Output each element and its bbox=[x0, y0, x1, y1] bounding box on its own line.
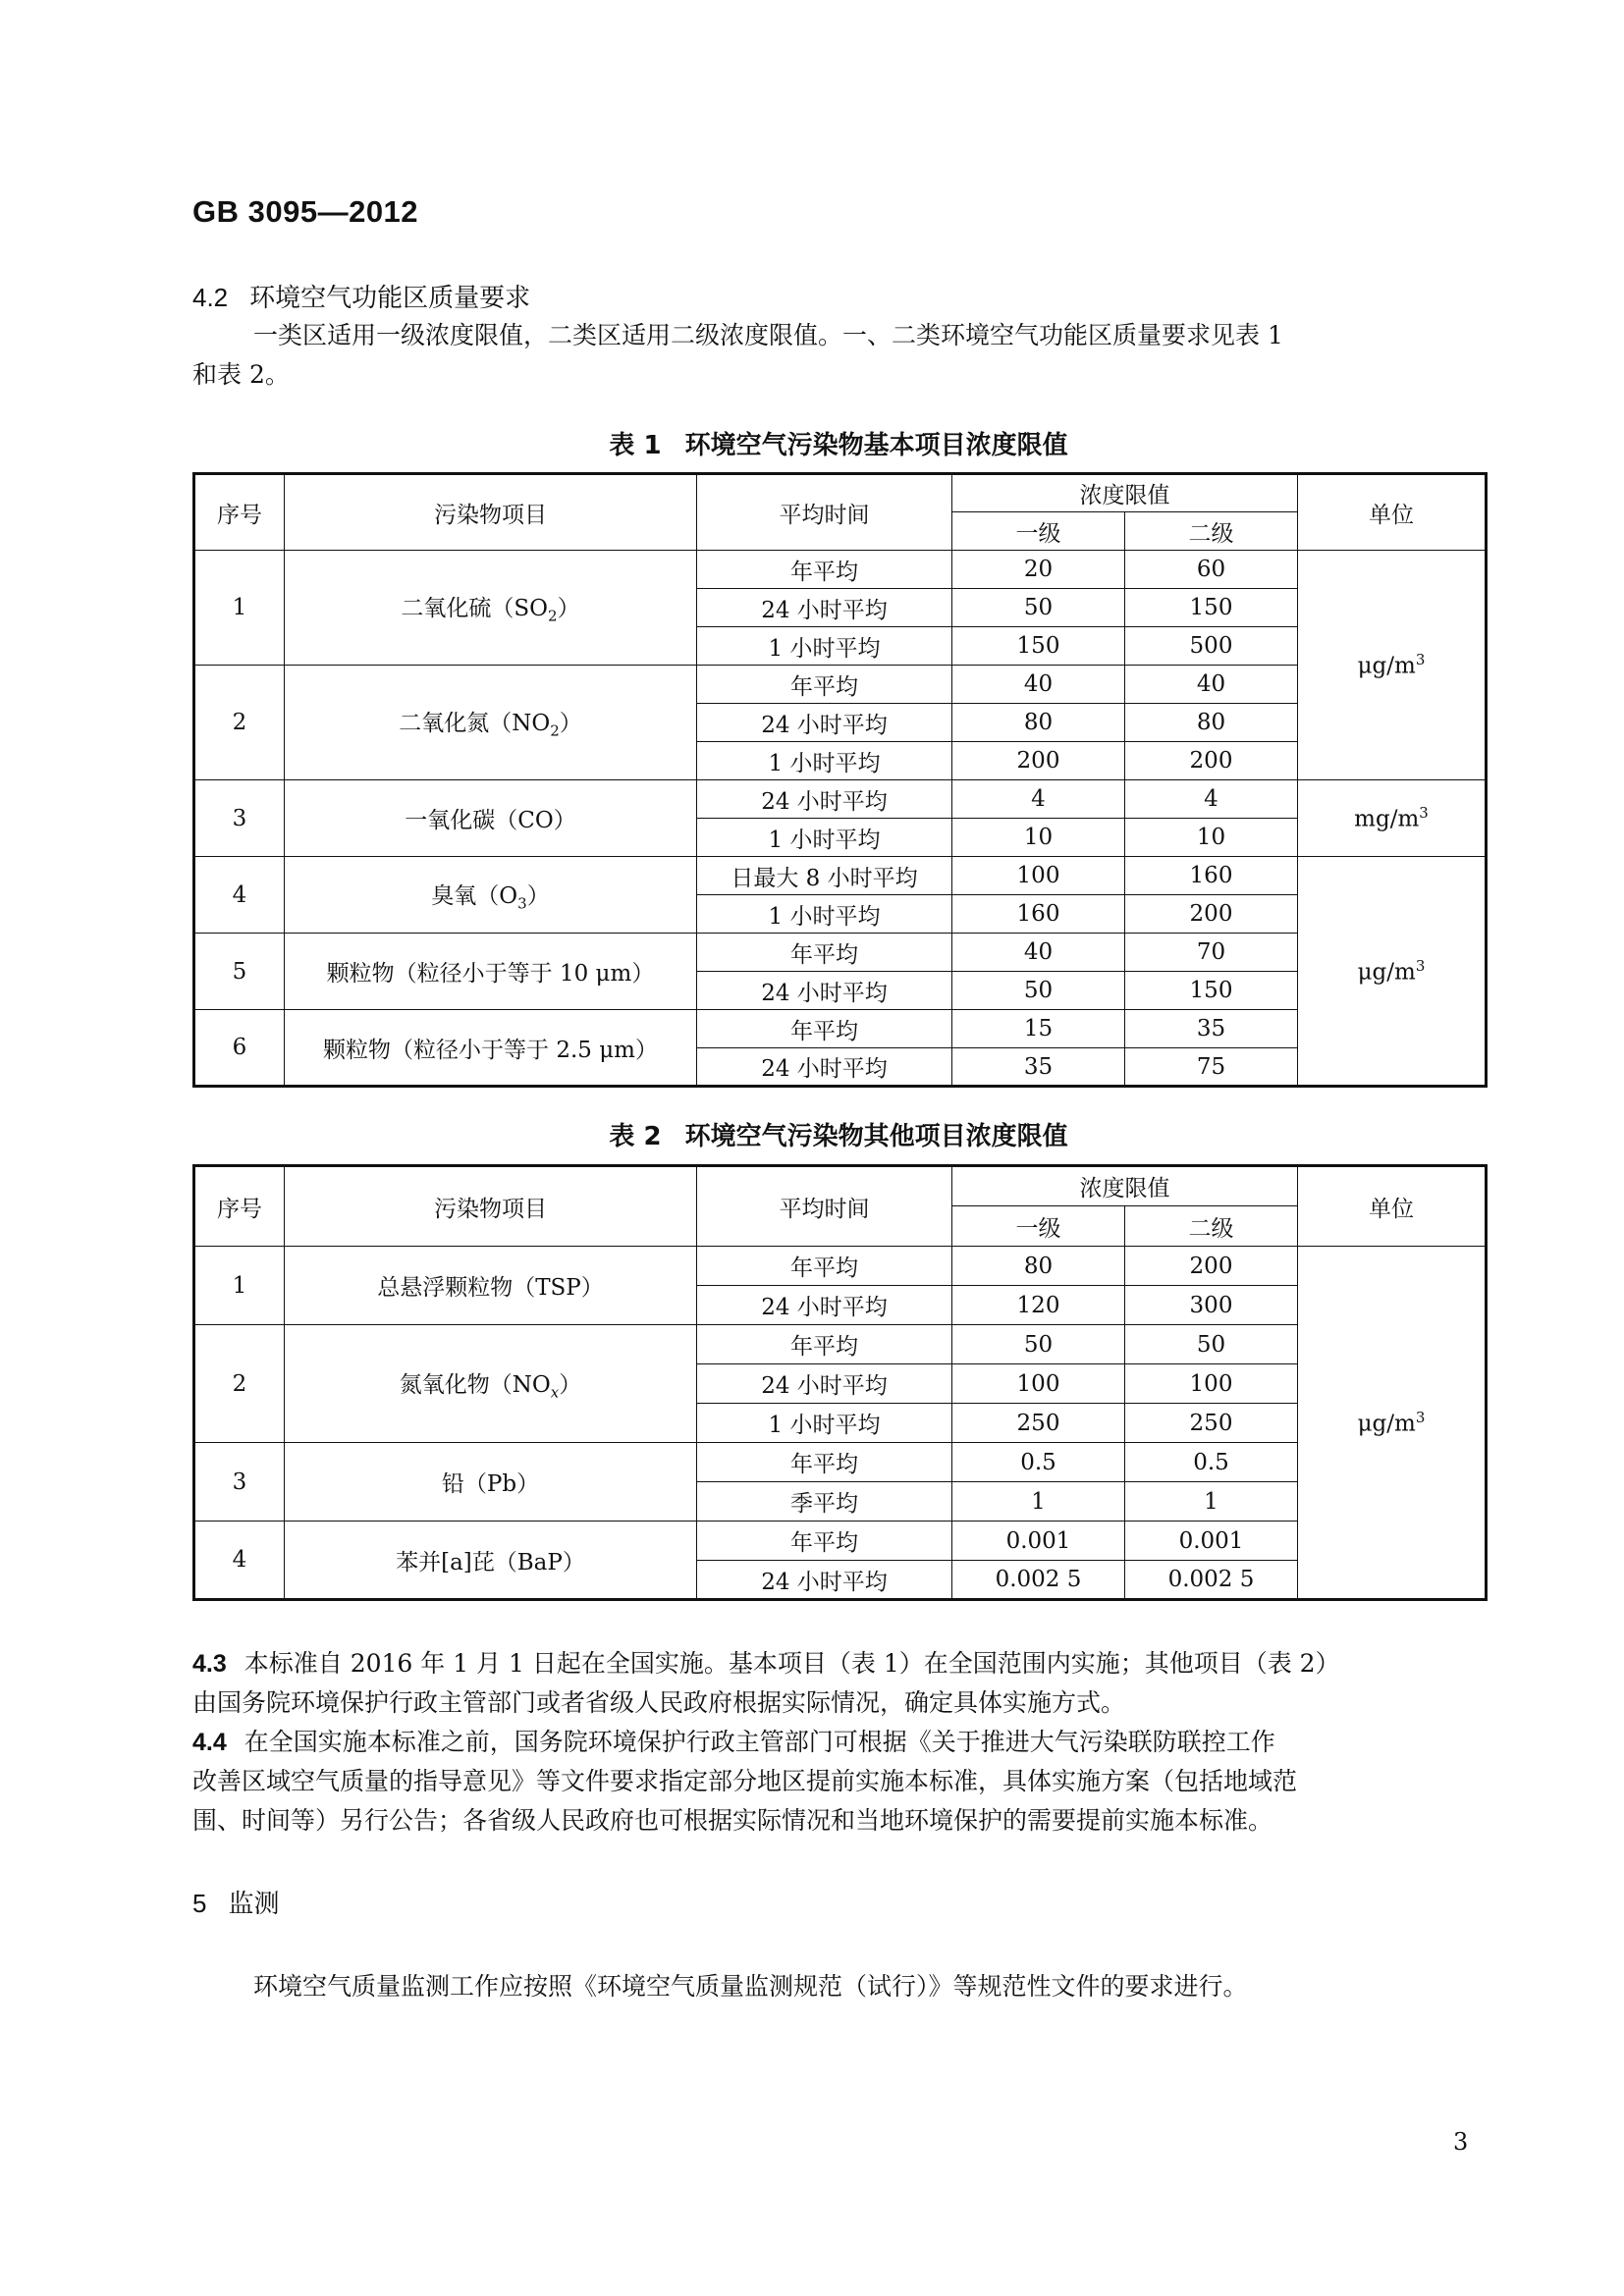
cell-level-1: 40 bbox=[952, 934, 1125, 972]
document-code: GB 3095—2012 bbox=[192, 194, 419, 229]
cell-seq: 5 bbox=[194, 934, 285, 1010]
cell-level-2: 75 bbox=[1125, 1048, 1298, 1087]
table-number: 表 1 bbox=[609, 431, 662, 460]
table-row bbox=[194, 934, 1487, 972]
section-4-2-heading bbox=[192, 278, 530, 314]
section-5-paragraph bbox=[192, 1967, 1485, 2006]
cell-level-1: 150 bbox=[952, 627, 1125, 666]
pollutant-suffix: ） bbox=[557, 596, 580, 622]
cell-level-2: 0.001 bbox=[1125, 1522, 1298, 1561]
pollutant-suffix: ） bbox=[526, 882, 550, 909]
cell-pollutant bbox=[285, 857, 697, 934]
header-unit: 单位 bbox=[1298, 474, 1487, 551]
paragraph-line: 一类区适用一级浓度限值，二类区适用二级浓度限值。一、二类环境空气功能区质量要求见表 1 bbox=[253, 321, 1283, 349]
cell-avg-time: 日最大 8 小时平均 bbox=[697, 857, 952, 895]
cell-level-2: 60 bbox=[1125, 551, 1298, 589]
unit-superscript: 3 bbox=[1419, 804, 1429, 823]
cell-level-2: 80 bbox=[1125, 704, 1298, 742]
cell-level-1: 50 bbox=[952, 972, 1125, 1010]
table-body bbox=[194, 1247, 1487, 1600]
table-row bbox=[194, 1522, 1487, 1561]
cell-avg-time: 24 小时平均 bbox=[697, 1561, 952, 1600]
cell-pollutant bbox=[285, 1247, 697, 1325]
header-level-2: 二级 bbox=[1125, 1206, 1298, 1247]
cell-level-2: 0.5 bbox=[1125, 1443, 1298, 1482]
cell-level-2: 50 bbox=[1125, 1325, 1298, 1364]
header-unit: 单位 bbox=[1298, 1166, 1487, 1247]
paragraph-line: 由国务院环境保护行政主管部门或者省级人民政府根据实际情况，确定具体实施方式。 bbox=[192, 1688, 1126, 1717]
cell-avg-time: 年平均 bbox=[697, 1247, 952, 1286]
table-caption: 环境空气污染物基本项目浓度限值 bbox=[684, 431, 1068, 460]
cell-level-1: 250 bbox=[952, 1404, 1125, 1443]
header-seq: 序号 bbox=[194, 1166, 285, 1247]
cell-seq: 3 bbox=[194, 780, 285, 857]
table-body bbox=[194, 551, 1487, 1087]
paragraph-line: 围、时间等）另行公告；各省级人民政府也可根据实际情况和当地环境保护的需要提前实施本标准。 bbox=[192, 1806, 1273, 1835]
cell-level-2: 1 bbox=[1125, 1482, 1298, 1522]
cell-pollutant bbox=[285, 551, 697, 666]
section-number: 5 bbox=[192, 1889, 207, 1918]
section-number: 4.3 bbox=[192, 1650, 227, 1678]
table-header-row bbox=[194, 474, 1487, 512]
cell-seq: 2 bbox=[194, 666, 285, 780]
section-title: 环境空气功能区质量要求 bbox=[249, 284, 531, 313]
table-row bbox=[194, 1010, 1487, 1048]
pollutant-name: 颗粒物（粒径小于等于 2.5 μm） bbox=[323, 1037, 658, 1063]
cell-level-2: 160 bbox=[1125, 857, 1298, 895]
header-seq: 序号 bbox=[194, 474, 285, 551]
header-level-1: 一级 bbox=[952, 512, 1125, 551]
header-avg-time: 平均时间 bbox=[697, 1166, 952, 1247]
cell-avg-time: 24 小时平均 bbox=[697, 1048, 952, 1087]
cell-level-1: 35 bbox=[952, 1048, 1125, 1087]
section-title: 监测 bbox=[228, 1890, 280, 1919]
cell-avg-time: 年平均 bbox=[697, 551, 952, 589]
cell-seq: 1 bbox=[194, 551, 285, 666]
pollutant-name: 一氧化碳（CO） bbox=[405, 808, 576, 833]
header-pollutant: 污染物项目 bbox=[285, 474, 697, 551]
pollutant-suffix: ） bbox=[559, 1371, 582, 1398]
table-row bbox=[194, 857, 1487, 895]
pollutant-subscript: 3 bbox=[517, 894, 527, 913]
cell-level-1: 15 bbox=[952, 1010, 1125, 1048]
cell-avg-time: 年平均 bbox=[697, 1443, 952, 1482]
table-row bbox=[194, 666, 1487, 704]
header-avg-time: 平均时间 bbox=[697, 474, 952, 551]
section-4-2-paragraph bbox=[192, 316, 1485, 395]
cell-level-2: 150 bbox=[1125, 589, 1298, 627]
header-pollutant: 污染物项目 bbox=[285, 1166, 697, 1247]
paragraph-line: 改善区域空气质量的指导意见》等文件要求指定部分地区提前实施本标准，具体实施方案（包括地域范 bbox=[192, 1767, 1298, 1795]
cell-seq: 6 bbox=[194, 1010, 285, 1087]
section-4-4-paragraph bbox=[192, 1723, 1485, 1841]
header-limit: 浓度限值 bbox=[952, 1166, 1298, 1206]
cell-avg-time: 季平均 bbox=[697, 1482, 952, 1522]
unit-base: μg/m bbox=[1357, 1411, 1416, 1437]
unit-superscript: 3 bbox=[1415, 956, 1426, 975]
table-1 bbox=[192, 472, 1488, 1088]
cell-pollutant bbox=[285, 666, 697, 780]
paragraph-line: 环境空气质量监测工作应按照《环境空气质量监测规范（试行）》等规范性文件的要求进行。 bbox=[253, 1972, 1248, 2001]
cell-avg-time: 24 小时平均 bbox=[697, 1286, 952, 1325]
cell-avg-time: 24 小时平均 bbox=[697, 780, 952, 819]
cell-avg-time: 1 小时平均 bbox=[697, 742, 952, 780]
cell-avg-time: 年平均 bbox=[697, 1010, 952, 1048]
table-2-title bbox=[192, 1116, 1485, 1152]
pollutant-subscript: x bbox=[550, 1383, 560, 1402]
cell-level-1: 120 bbox=[952, 1286, 1125, 1325]
cell-level-1: 160 bbox=[952, 895, 1125, 934]
cell-level-1: 0.002 5 bbox=[952, 1561, 1125, 1600]
pollutant-subscript: 2 bbox=[550, 721, 560, 740]
cell-avg-time: 24 小时平均 bbox=[697, 704, 952, 742]
cell-pollutant bbox=[285, 1443, 697, 1522]
table-row bbox=[194, 1247, 1487, 1286]
pollutant-name: 二氧化硫（SO bbox=[401, 596, 549, 622]
cell-level-2: 150 bbox=[1125, 972, 1298, 1010]
cell-unit bbox=[1298, 1247, 1487, 1600]
cell-seq: 4 bbox=[194, 857, 285, 934]
table-row bbox=[194, 551, 1487, 589]
cell-seq: 1 bbox=[194, 1247, 285, 1325]
table-caption: 环境空气污染物其他项目浓度限值 bbox=[684, 1122, 1068, 1151]
header-level-1: 一级 bbox=[952, 1206, 1125, 1247]
cell-level-2: 200 bbox=[1125, 895, 1298, 934]
cell-avg-time: 年平均 bbox=[697, 1522, 952, 1561]
table-row bbox=[194, 1325, 1487, 1364]
section-5-heading bbox=[192, 1884, 279, 1920]
paragraph-line: 和表 2。 bbox=[192, 360, 290, 389]
cell-pollutant bbox=[285, 1010, 697, 1087]
pollutant-suffix: ） bbox=[559, 711, 582, 737]
cell-level-1: 100 bbox=[952, 857, 1125, 895]
paragraph-line: 本标准自 2016 年 1 月 1 日起在全国实施。基本项目（表 1）在全国范围内实施；其他项目（表 2） bbox=[244, 1649, 1340, 1678]
unit-superscript: 3 bbox=[1415, 1408, 1426, 1426]
cell-pollutant bbox=[285, 934, 697, 1010]
pollutant-name: 总悬浮颗粒物（TSP） bbox=[377, 1275, 604, 1301]
section-number: 4.2 bbox=[192, 283, 229, 312]
section-4-3-paragraph bbox=[192, 1644, 1485, 1723]
cell-avg-time: 1 小时平均 bbox=[697, 819, 952, 857]
cell-avg-time: 24 小时平均 bbox=[697, 972, 952, 1010]
cell-level-2: 10 bbox=[1125, 819, 1298, 857]
cell-level-1: 10 bbox=[952, 819, 1125, 857]
cell-level-2: 300 bbox=[1125, 1286, 1298, 1325]
cell-level-2: 4 bbox=[1125, 780, 1298, 819]
header-level-2: 二级 bbox=[1125, 512, 1298, 551]
cell-level-1: 0.5 bbox=[952, 1443, 1125, 1482]
table-number: 表 2 bbox=[609, 1122, 662, 1151]
cell-unit bbox=[1298, 857, 1487, 1087]
cell-level-1: 200 bbox=[952, 742, 1125, 780]
cell-level-2: 200 bbox=[1125, 742, 1298, 780]
cell-pollutant bbox=[285, 1522, 697, 1600]
table-2 bbox=[192, 1164, 1488, 1601]
header-limit: 浓度限值 bbox=[952, 474, 1298, 512]
pollutant-name: 苯并[a]芘（BaP） bbox=[396, 1549, 585, 1575]
cell-avg-time: 年平均 bbox=[697, 666, 952, 704]
unit-base: mg/m bbox=[1354, 806, 1420, 832]
cell-level-2: 200 bbox=[1125, 1247, 1298, 1286]
cell-avg-time: 24 小时平均 bbox=[697, 589, 952, 627]
pollutant-name: 氮氧化物（NO bbox=[399, 1371, 551, 1398]
pollutant-name: 颗粒物（粒径小于等于 10 μm） bbox=[326, 961, 655, 987]
table-row bbox=[194, 1443, 1487, 1482]
cell-seq: 2 bbox=[194, 1325, 285, 1443]
cell-unit bbox=[1298, 780, 1487, 857]
cell-unit bbox=[1298, 551, 1487, 780]
cell-level-1: 80 bbox=[952, 1247, 1125, 1286]
cell-level-1: 20 bbox=[952, 551, 1125, 589]
cell-level-2: 35 bbox=[1125, 1010, 1298, 1048]
cell-level-1: 50 bbox=[952, 1325, 1125, 1364]
cell-level-2: 500 bbox=[1125, 627, 1298, 666]
table-1-title bbox=[192, 425, 1485, 461]
cell-seq: 3 bbox=[194, 1443, 285, 1522]
cell-avg-time: 年平均 bbox=[697, 934, 952, 972]
cell-seq: 4 bbox=[194, 1522, 285, 1600]
pollutant-name: 铅（Pb） bbox=[441, 1471, 540, 1497]
cell-avg-time: 1 小时平均 bbox=[697, 627, 952, 666]
cell-level-1: 80 bbox=[952, 704, 1125, 742]
unit-base: μg/m bbox=[1357, 653, 1416, 679]
cell-avg-time: 年平均 bbox=[697, 1325, 952, 1364]
page-number: 3 bbox=[1453, 2128, 1469, 2156]
paragraph-line: 在全国实施本标准之前，国务院环境保护行政主管部门可根据《关于推进大气污染联防联控工作 bbox=[244, 1728, 1275, 1756]
cell-level-2: 250 bbox=[1125, 1404, 1298, 1443]
cell-avg-time: 1 小时平均 bbox=[697, 895, 952, 934]
cell-level-1: 0.001 bbox=[952, 1522, 1125, 1561]
table-row bbox=[194, 780, 1487, 819]
cell-level-2: 0.002 5 bbox=[1125, 1561, 1298, 1600]
cell-level-1: 40 bbox=[952, 666, 1125, 704]
pollutant-name: 臭氧（O bbox=[431, 882, 518, 909]
unit-base: μg/m bbox=[1357, 959, 1416, 986]
cell-level-1: 4 bbox=[952, 780, 1125, 819]
cell-avg-time: 24 小时平均 bbox=[697, 1364, 952, 1404]
unit-superscript: 3 bbox=[1415, 651, 1426, 669]
cell-level-2: 70 bbox=[1125, 934, 1298, 972]
section-number: 4.4 bbox=[192, 1729, 227, 1756]
pollutant-name: 二氧化氮（NO bbox=[399, 711, 551, 737]
cell-pollutant bbox=[285, 780, 697, 857]
cell-level-2: 100 bbox=[1125, 1364, 1298, 1404]
cell-avg-time: 1 小时平均 bbox=[697, 1404, 952, 1443]
pollutant-subscript: 2 bbox=[548, 607, 558, 625]
cell-pollutant bbox=[285, 1325, 697, 1443]
table-header-row bbox=[194, 1166, 1487, 1206]
cell-level-2: 40 bbox=[1125, 666, 1298, 704]
cell-level-1: 100 bbox=[952, 1364, 1125, 1404]
cell-level-1: 50 bbox=[952, 589, 1125, 627]
cell-level-1: 1 bbox=[952, 1482, 1125, 1522]
